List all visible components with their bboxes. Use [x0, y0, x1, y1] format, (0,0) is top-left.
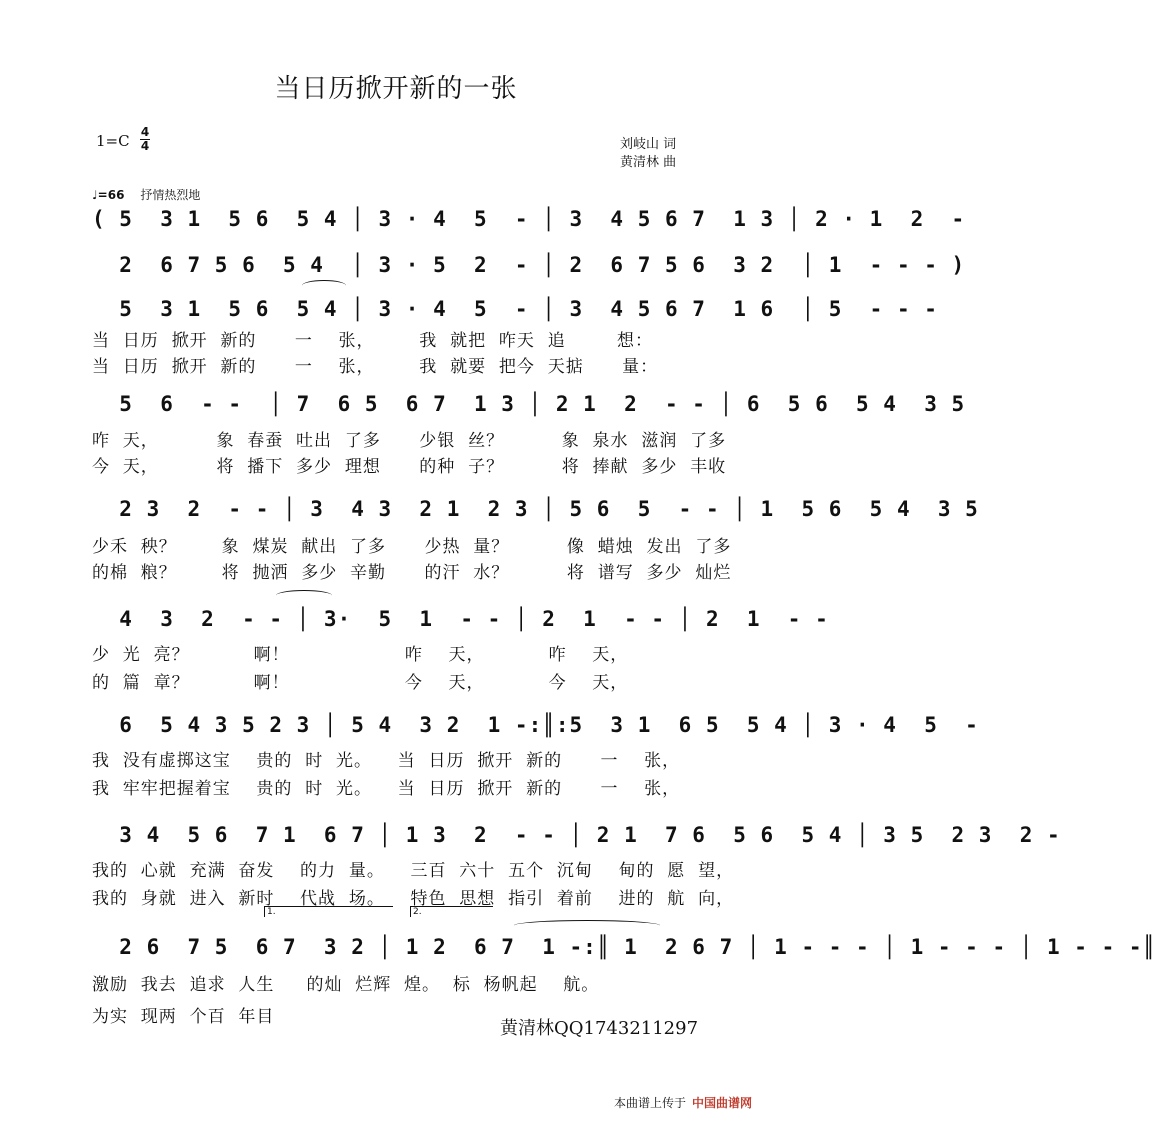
lyric-line-1: 当 日历 掀开 新的 一 张， 我 就把 咋天 追 想：	[92, 331, 653, 351]
lyric-line-1: 我的 心就 充满 奋发 的力 量。 三百 六十 五个 沉甸 甸的 愿 望，	[92, 861, 735, 881]
arranger-signature: 黄清林QQ1743211297	[500, 1018, 699, 1039]
upload-footer	[614, 1094, 752, 1111]
composer-credit: 黄清林 曲	[620, 155, 677, 170]
system-4	[92, 385, 966, 423]
notes-line: 5 3 1 5 6 5 4 │ 3 · 4 5 - │ 3 4 5 6 7 1 6 │ 5 - - -	[92, 297, 938, 321]
system-5	[92, 490, 979, 528]
system-7	[92, 706, 979, 744]
system-9	[92, 928, 1156, 966]
notes-line: 3 4 5 6 7 1 6 7 │ 1 3 2 - - │ 2 1 7 6 5 6 5 4 │ 3 5 2 3 2 -	[92, 823, 1061, 847]
lyric-line-2: 我 牢牢把握着宝 贵的 时 光。 当 日历 掀开 新的 一 张，	[92, 779, 681, 799]
time-signature	[140, 126, 150, 153]
system-2	[92, 246, 966, 284]
lyric-line-1: 咋 天， 象 春蚕 吐出 了多 少银 丝？ 象 泉水 滋润 了多	[92, 431, 727, 451]
lyric-line-2: 当 日历 掀开 新的 一 张， 我 就要 把今 天掂 量：	[92, 357, 659, 377]
expression-mark: 抒情热烈地	[140, 188, 201, 202]
key-signature: 1=C	[96, 132, 130, 150]
lyric-line-1: 少禾 秧？ 象 煤炭 献出 了多 少热 量？ 像 蜡烛 发出 了多	[92, 537, 732, 557]
lyric-line-2: 的棉 粮？ 将 抛洒 多少 辛勤 的汗 水？ 将 谱写 多少 灿烂	[92, 563, 732, 583]
system-6	[92, 600, 829, 638]
notes-line: ( 5 3 1 5 6 5 4 │ 3 · 4 5 - │ 3 4 5 6 7 1 3 │ 2 · 1 2 -	[92, 207, 966, 231]
time-signature-top: 4	[140, 125, 150, 139]
site-logo[interactable]: 中国曲谱网	[691, 1096, 752, 1110]
notes-line: 6 5 4 3 5 2 3 │ 5 4 3 2 1 -:║:5 3 1 6 5 5 4 │ 3 · 4 5 -	[92, 713, 979, 737]
credits	[620, 136, 676, 172]
extra-lyric-line: 为实 现两 个百 年目	[92, 1007, 275, 1027]
footer-text: 本曲谱上传于	[613, 1096, 686, 1110]
notes-line: 4 3 2 - - │ 3· 5 1 - - │ 2 1 - - │ 2 1 - -	[92, 607, 829, 631]
lyric-line-2: 我的 身就 进入 新时 代战 场。 特色 思想 指引 着前 进的 航 向，	[92, 889, 735, 909]
lyric-line-1: 激励 我去 追求 人生 的灿 烂辉 煌。 标 杨帆起 航。	[92, 975, 600, 995]
lyric-line-1: 少 光 亮？ 啊！ 咋 天， 咋 天，	[92, 645, 629, 665]
notes-line: 2 3 2 - - │ 3 4 3 2 1 2 3 │ 5 6 5 - - │ 1 5 6 5 4 3 5	[92, 497, 979, 521]
system-3	[92, 290, 938, 328]
system-8	[92, 816, 1061, 854]
song-title: 当日历掀开新的一张	[274, 74, 518, 104]
lyric-line-2: 的 篇 章？ 啊！ 今 天， 今 天，	[92, 673, 629, 693]
time-signature-bottom: 4	[140, 139, 150, 153]
notes-line: 2 6 7 5 6 7 3 2 │ 1 2 6 7 1 -:║ 1 2 6 7 │ 1 - - - │ 1 - - - │ 1 - - -║	[92, 935, 1156, 959]
lyric-line-1: 我 没有虚掷这宝 贵的 时 光。 当 日历 掀开 新的 一 张，	[92, 751, 681, 771]
first-ending-bracket: 1.	[264, 906, 393, 917]
notes-line: 5 6 - - │ 7 6 5 6 7 1 3 │ 2 1 2 - - │ 6 5 6 5 4 3 5	[92, 392, 966, 416]
notes-line: 2 6 7 5 6 5 4 │ 3 · 5 2 - │ 2 6 7 5 6 3 2 │ 1 - - - )	[92, 253, 966, 277]
lyricist-credit: 刘岐山 词	[620, 137, 677, 152]
second-ending-bracket: 2.	[410, 906, 493, 917]
system-1	[92, 200, 966, 238]
tempo-mark: ♩=66	[92, 188, 125, 202]
lyric-line-2: 今 天， 将 播下 多少 理想 的种 子？ 将 捧献 多少 丰收	[92, 457, 727, 477]
